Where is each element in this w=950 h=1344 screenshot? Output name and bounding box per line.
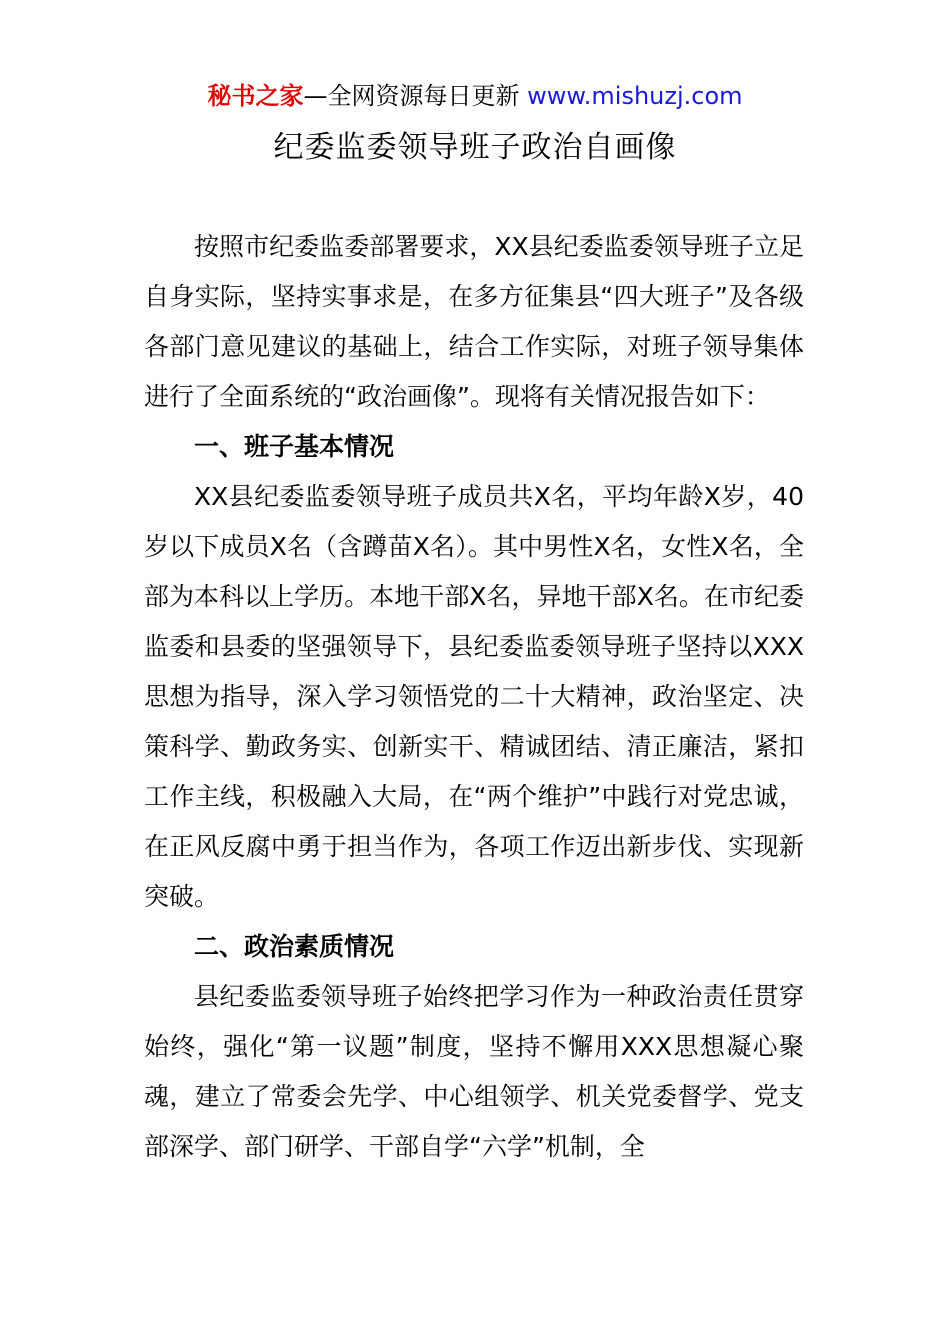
document-body bbox=[144, 222, 804, 1172]
document-title: 纪委监委领导班子政治自画像 bbox=[273, 130, 677, 165]
site-header bbox=[0, 80, 950, 112]
section-heading-political-quality: 二、政治素质情况 bbox=[194, 932, 395, 961]
basic-info-paragraph: XX县纪委监委领导班子成员共X名，平均年龄X岁，40岁以下成员X名（含蹲苗X名）。其中男性X名，女性X名，全部为本科以上学历。本地干部X名，异地干部X名。在市纪委监委和县委的坚强领导下，县纪委监委领导班子坚持以XXX思想为指导，深入学习领悟党的二十大精神，政治坚定、决策科学、勤政务实、创新实干、精诚团结、清正廉洁，紧扣工作主线，积极融入大局，在“两个维护”中践行对党忠诚，在正风反腐中勇于担当作为，各项工作迈出新步伐、实现新突破。 bbox=[144, 482, 804, 911]
section-heading-basic-info: 一、班子基本情况 bbox=[194, 432, 395, 461]
brand-name: 秘书之家 bbox=[207, 82, 304, 110]
site-tagline: —全网资源每日更新 bbox=[303, 82, 520, 110]
intro-paragraph: 按照市纪委监委部署要求，XX县纪委监委领导班子立足自身实际，坚持实事求是，在多方征集县“四大班子”及各级各部门意见建议的基础上，结合工作实际，对班子领导集体进行了全面系统的“政治画像”。现将有关情况报告如下： bbox=[144, 232, 804, 411]
site-url-link[interactable]: www.mishuzj.com bbox=[527, 82, 743, 110]
political-quality-paragraph: 县纪委监委领导班子始终把学习作为一种政治责任贯穿始终，强化“第一议题”制度，坚持不懈用XXX思想凝心聚魂，建立了常委会先学、中心组领学、机关党委督学、党支部深学、部门研学、干部自学“六学”机制，全 bbox=[144, 982, 804, 1161]
